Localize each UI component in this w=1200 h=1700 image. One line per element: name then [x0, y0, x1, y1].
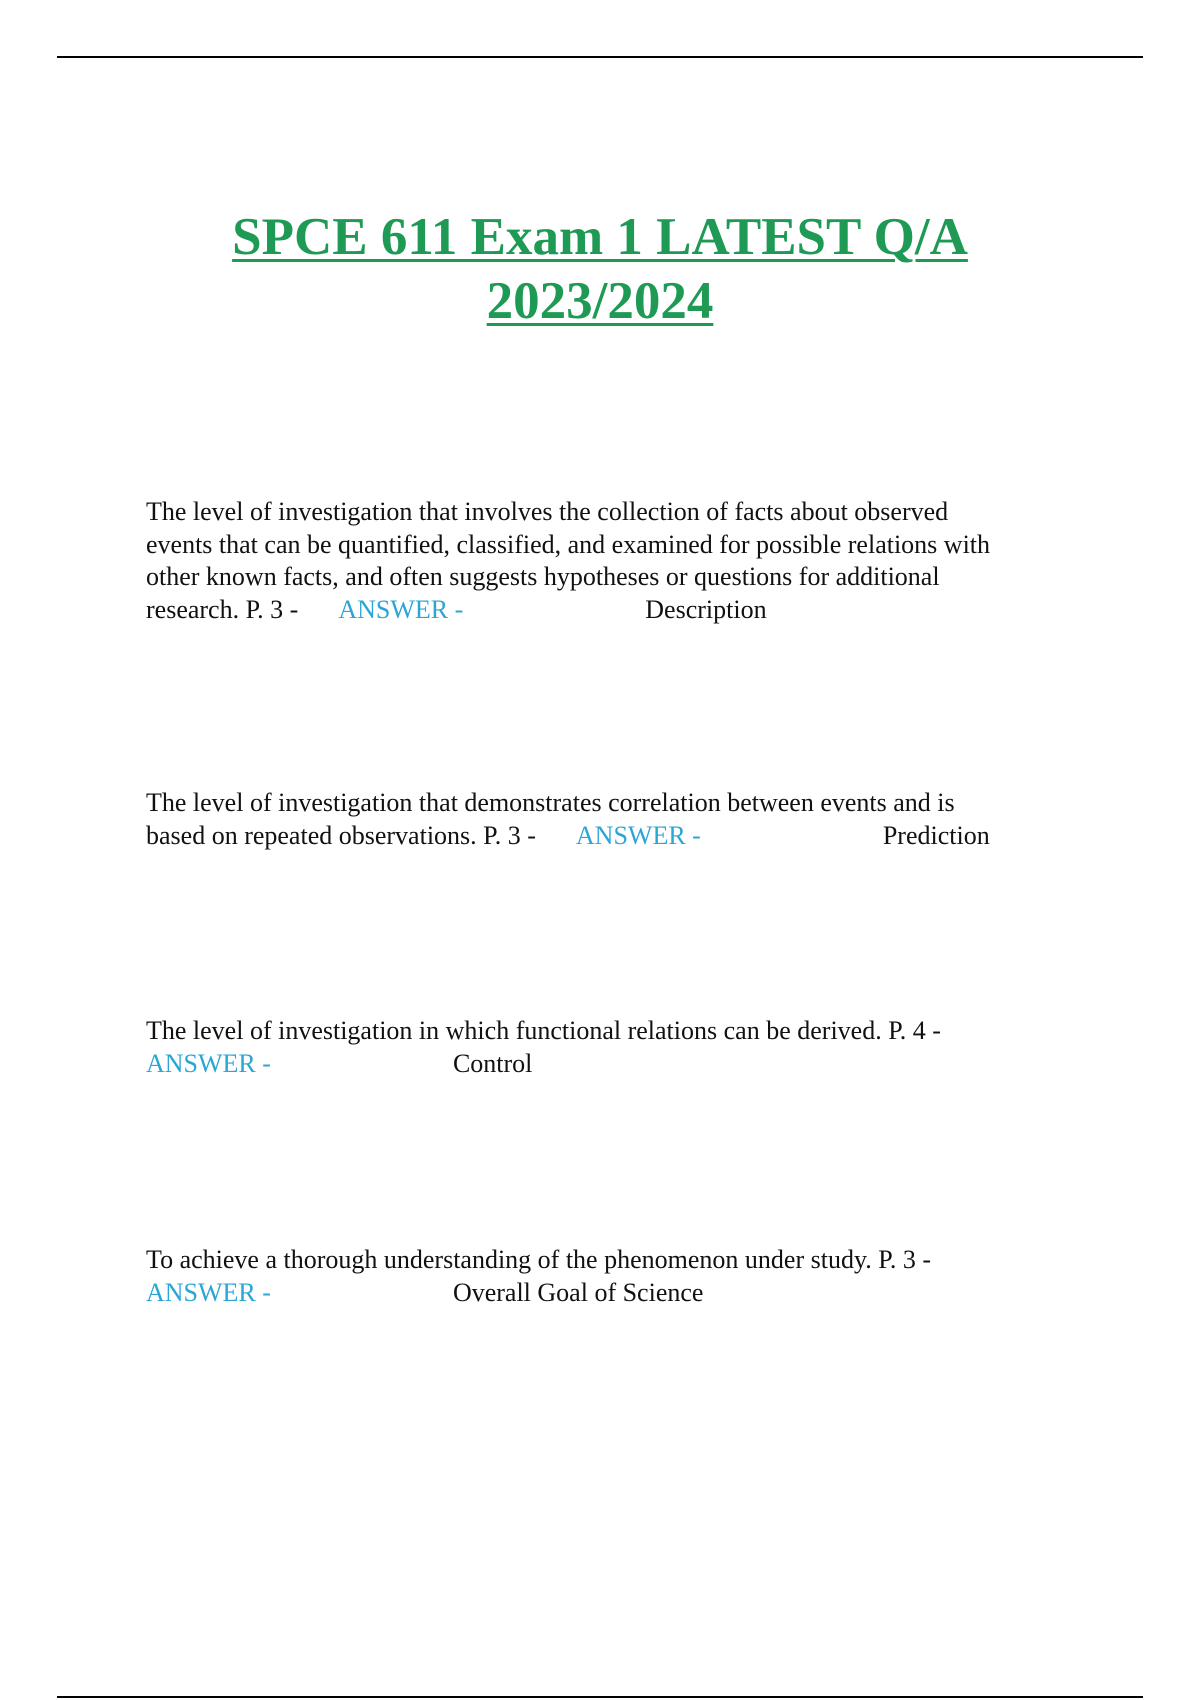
answer-label: ANSWER - [146, 1048, 271, 1078]
document-title [100, 205, 1100, 333]
qa-item-overall-goal [146, 1244, 1086, 1309]
title-line-1: SPCE 611 Exam 1 LATEST Q/A [232, 208, 968, 266]
answer-label: ANSWER - [146, 1277, 271, 1307]
answer-text: Overall Goal of Science [452, 1277, 704, 1307]
question-line: events that can be quantified, classified, and examined for possible relations with [146, 529, 991, 559]
qa-item-description [146, 496, 1086, 626]
question-line: other known facts, and often suggests hypotheses or questions for additional [146, 562, 940, 591]
question-line: The level of investigation that involves the collection of facts about observed [146, 497, 949, 526]
question-line: The level of investigation that demonstrates correlation between events and is [146, 788, 955, 817]
answer-text: Control [452, 1048, 533, 1078]
answer-text: Prediction [882, 820, 990, 850]
top-rule [57, 56, 1143, 58]
question-line: The level of investigation in which functional relations can be derived. P. 4 - [146, 1016, 941, 1045]
answer-label: ANSWER - [575, 820, 701, 850]
question-line: research. P. 3 - [146, 594, 299, 624]
qa-item-prediction [146, 787, 1086, 852]
question-line: based on repeated observations. P. 3 - [146, 820, 536, 850]
bottom-rule [57, 1696, 1143, 1698]
question-line: To achieve a thorough understanding of the phenomenon under study. P. 3 - [146, 1245, 931, 1274]
answer-text: Description [645, 594, 767, 624]
qa-item-control [146, 1015, 1086, 1080]
answer-label: ANSWER - [338, 594, 464, 624]
title-line-2: 2023/2024 [486, 272, 714, 330]
